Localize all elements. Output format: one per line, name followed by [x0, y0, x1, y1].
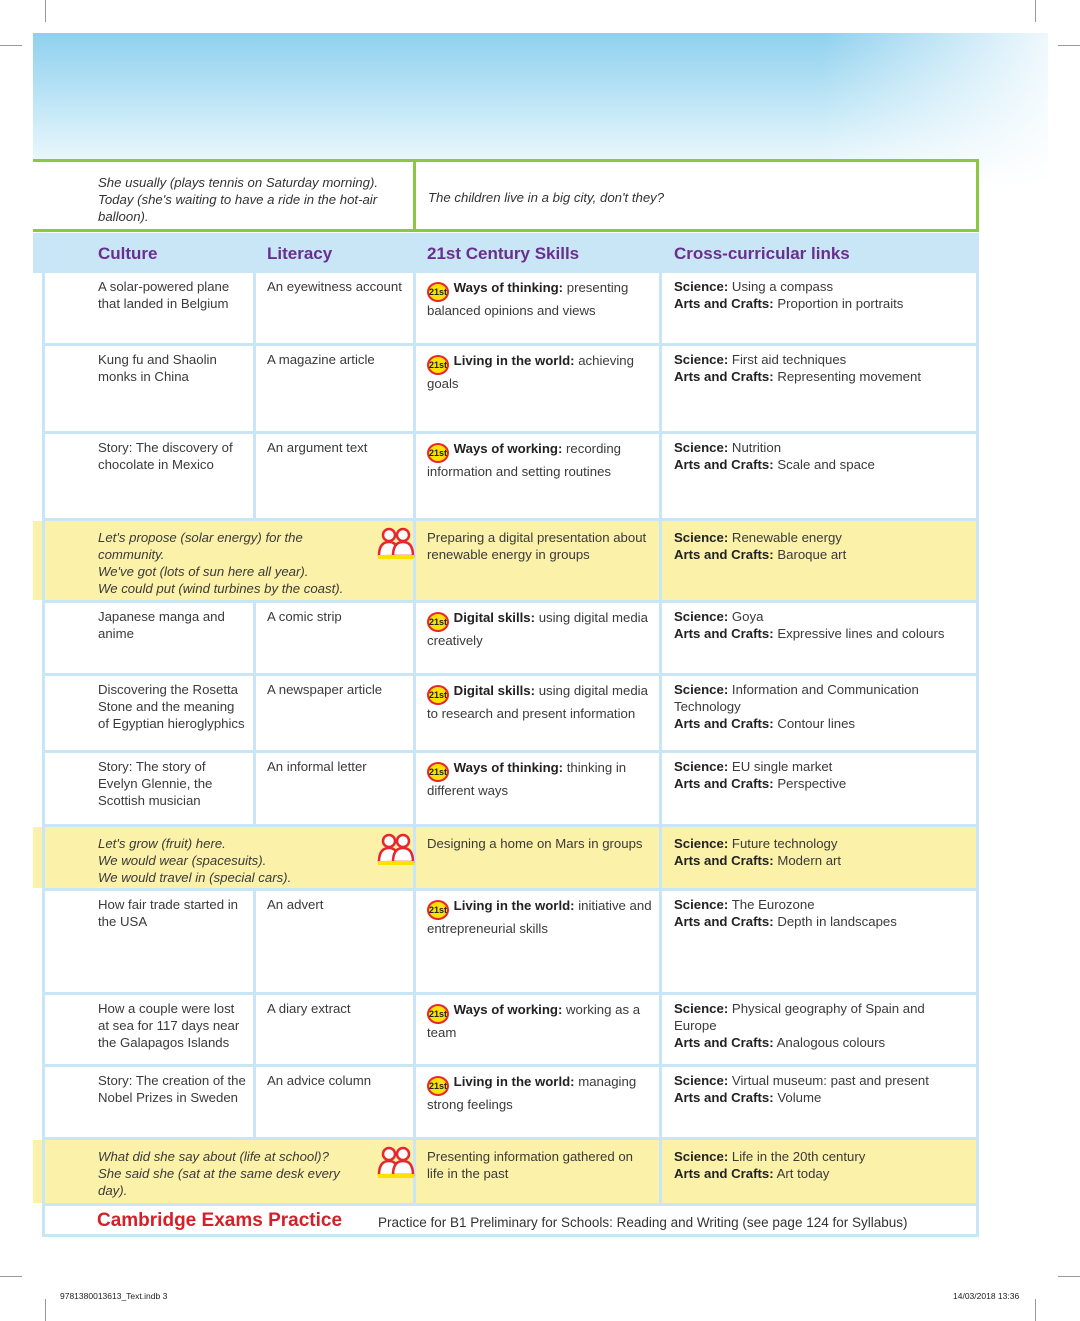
row-left-line [42, 603, 45, 673]
arts-line [674, 368, 970, 385]
arts-line [674, 295, 970, 312]
science-line [674, 758, 970, 775]
col-divider [253, 346, 256, 431]
cross-curricular-cell [674, 681, 970, 732]
language-line: What did she say about (life at school)? [98, 1149, 329, 1164]
row-left-line [42, 434, 45, 518]
twenty-first-century-badge-icon: 21st [427, 443, 449, 463]
language-line: We've got (lots of sun here all year). [98, 564, 309, 579]
skill-cell [427, 279, 657, 319]
arts-text: Representing movement [777, 369, 921, 384]
arts-label: Arts and Crafts: [674, 369, 774, 384]
group-work-icon [377, 1145, 415, 1179]
col-divider [413, 753, 416, 824]
literacy-cell [267, 1072, 412, 1089]
skill-category: Ways of working: [453, 441, 563, 456]
culture-text: Kung fu and Shaolin monks in China [98, 352, 217, 384]
science-text: Virtual museum: past and present [731, 1073, 929, 1088]
crop-mark [1035, 0, 1036, 22]
row-left-line [42, 676, 45, 750]
arts-text: Art today [776, 1166, 830, 1181]
culture-text: Discovering the Rosetta Stone and the meaning of Egyptian hieroglyphics [98, 682, 245, 731]
culture-text: Japanese manga and anime [98, 609, 225, 641]
group-work-icon [377, 526, 415, 560]
arts-line [674, 913, 970, 930]
science-text: Information and Communication Technology [674, 682, 919, 714]
row-right-line [976, 521, 979, 600]
culture-cell [98, 439, 248, 473]
language-line: She said she (sat at the same desk every day). [98, 1166, 340, 1198]
skill-category: Ways of thinking: [453, 760, 564, 775]
science-text: EU single market [731, 759, 833, 774]
crop-mark [0, 45, 22, 46]
science-label: Science: [674, 682, 729, 697]
cross-curricular-cell [674, 1148, 970, 1182]
row-left-line [42, 346, 45, 431]
col-divider [413, 273, 416, 343]
skill-description: managing strong feelings [427, 1074, 637, 1112]
arts-label: Arts and Crafts: [674, 776, 774, 791]
row-right-line [976, 346, 979, 431]
culture-cell [98, 896, 248, 930]
culture-text: A solar-powered plane that landed in Belgium [98, 279, 230, 311]
arts-line [674, 1089, 970, 1106]
twenty-first-century-badge-icon: 21st [427, 1004, 449, 1024]
skill-description: working as a team [427, 1002, 641, 1040]
cross-curricular-cell [674, 351, 970, 385]
footer-title: Cambridge Exams Practice [97, 1210, 343, 1231]
skill-category: Digital skills: [453, 610, 536, 625]
science-text: Physical geography of Spain and Europe [674, 1001, 925, 1033]
group-work-icon [377, 832, 415, 866]
cross-curricular-cell [674, 278, 970, 312]
arts-line [674, 625, 970, 642]
science-line [674, 351, 970, 368]
literacy-text: A comic strip [267, 609, 342, 624]
arts-text: Volume [777, 1090, 822, 1105]
skill-category: Ways of thinking: [453, 280, 564, 295]
culture-cell [98, 608, 248, 642]
science-line [674, 439, 970, 456]
science-text: Life in the 20th century [731, 1149, 866, 1164]
cross-curricular-cell [674, 608, 970, 642]
row-right-line [976, 603, 979, 673]
col-divider [659, 521, 662, 600]
skill-cell [427, 682, 657, 722]
col-divider [659, 676, 662, 750]
cross-curricular-cell [674, 758, 970, 792]
science-line [674, 835, 970, 852]
col-divider [659, 346, 662, 431]
skill-cell [427, 759, 657, 799]
row-left-line [42, 1067, 45, 1137]
footer-bottom-line [42, 1234, 979, 1237]
grammar-right-text: The children live in a big city, don't they? [428, 190, 665, 205]
header-skills: 21st Century Skills [427, 244, 580, 263]
col-divider [413, 1067, 416, 1137]
skill-cell [427, 897, 657, 937]
footer-right-line [976, 1203, 979, 1237]
twenty-first-century-badge-icon: 21st [427, 762, 449, 782]
grammar-box-divider [413, 159, 416, 232]
culture-text: How a couple were lost at sea for 117 days near the Galapagos Islands [98, 1001, 240, 1050]
row-right-line [976, 273, 979, 343]
arts-label: Arts and Crafts: [674, 1090, 774, 1105]
skill-category: Digital skills: [453, 683, 536, 698]
literacy-cell [267, 278, 412, 295]
row-left-line [42, 891, 45, 992]
col-divider [659, 1140, 662, 1203]
project-text: Preparing a digital presentation about renewable energy in groups [427, 530, 647, 562]
header-literacy: Literacy [267, 244, 333, 263]
skill-cell [427, 1073, 657, 1113]
project-text: Designing a home on Mars in groups [427, 836, 643, 851]
literacy-text: An informal letter [267, 759, 367, 774]
culture-text: How fair trade started in the USA [98, 897, 238, 929]
culture-cell [98, 1072, 248, 1106]
arts-text: Perspective [777, 776, 847, 791]
crop-mark [45, 0, 46, 22]
crop-mark [1035, 1299, 1036, 1321]
literacy-text: A magazine article [267, 352, 375, 367]
skill-description: recording information and setting routines [427, 441, 622, 479]
col-divider [659, 891, 662, 992]
language-line: We could put (wind turbines by the coast). [98, 581, 344, 596]
literacy-cell [267, 1000, 412, 1017]
science-line [674, 896, 970, 913]
arts-text: Expressive lines and colours [777, 626, 945, 641]
arts-line [674, 715, 970, 732]
arts-text: Depth in landscapes [777, 914, 897, 929]
arts-line [674, 456, 970, 473]
science-label: Science: [674, 1149, 729, 1164]
twenty-first-century-badge-icon: 21st [427, 355, 449, 375]
skill-cell [427, 440, 657, 480]
row-right-line [976, 753, 979, 824]
skill-description: using digital media creatively [427, 610, 648, 648]
skill-description: using digital media to research and present information [427, 683, 648, 721]
arts-label: Arts and Crafts: [674, 296, 774, 311]
grammar-left-text: She usually (plays tennis on Saturday morning). Today (she's waiting to have a ride in the hot-air balloon). [98, 175, 379, 224]
col-divider [253, 753, 256, 824]
cross-curricular-cell [674, 529, 970, 563]
language-cell [98, 529, 368, 597]
project-text: Presenting information gathered on life in the past [427, 1149, 634, 1181]
science-text: Using a compass [731, 279, 834, 294]
literacy-text: An advice column [267, 1073, 372, 1088]
arts-text: Scale and space [777, 457, 875, 472]
language-cell [98, 1148, 368, 1199]
arts-line [674, 546, 970, 563]
arts-label: Arts and Crafts: [674, 626, 774, 641]
project-cell [427, 835, 652, 852]
literacy-cell [267, 351, 412, 368]
col-divider [413, 434, 416, 518]
twenty-first-century-badge-icon: 21st [427, 282, 449, 302]
slug-file: 9781380013613_Text.indb 3 [60, 1291, 168, 1301]
skill-description: initiative and entrepreneurial skills [427, 898, 652, 936]
science-text: Future technology [731, 836, 838, 851]
crop-mark [1058, 45, 1080, 46]
col-divider [413, 995, 416, 1064]
skill-cell [427, 352, 657, 392]
row-left-line [42, 753, 45, 824]
row-right-line [976, 676, 979, 750]
skill-category: Living in the world: [453, 353, 575, 368]
row-left-line [42, 827, 45, 888]
science-text: First aid techniques [731, 352, 847, 367]
header-cross-curricular: Cross-curricular links [674, 244, 850, 263]
twenty-first-century-badge-icon: 21st [427, 685, 449, 705]
culture-cell [98, 1000, 248, 1051]
literacy-text: An argument text [267, 440, 368, 455]
col-divider [253, 995, 256, 1064]
literacy-text: An advert [267, 897, 324, 912]
culture-text: Story: The discovery of chocolate in Mexico [98, 440, 233, 472]
science-line [674, 608, 970, 625]
twenty-first-century-badge-icon: 21st [427, 1076, 449, 1096]
cross-curricular-cell [674, 835, 970, 869]
row-left-line [42, 1140, 45, 1203]
language-line: Let's grow (fruit) here. [98, 836, 226, 851]
skill-category: Living in the world: [453, 1074, 575, 1089]
language-line: Let's propose (solar energy) for the community. [98, 530, 303, 562]
row-left-line [42, 273, 45, 343]
science-line [674, 1148, 970, 1165]
culture-text: Story: The creation of the Nobel Prizes in Sweden [98, 1073, 246, 1105]
arts-line [674, 1034, 970, 1051]
col-divider [659, 1067, 662, 1137]
culture-cell [98, 351, 248, 385]
col-divider [659, 995, 662, 1064]
skill-category: Living in the world: [453, 898, 575, 913]
crop-mark [1058, 1276, 1080, 1277]
cross-curricular-cell [674, 1072, 970, 1106]
header-culture: Culture [98, 244, 158, 263]
cross-curricular-cell [674, 896, 970, 930]
arts-text: Modern art [777, 853, 842, 868]
science-line [674, 1000, 970, 1034]
arts-line [674, 852, 970, 869]
row-left-line [42, 995, 45, 1064]
culture-text: Story: The story of Evelyn Glennie, the Scottish musician [98, 759, 213, 808]
arts-text: Analogous colours [776, 1035, 886, 1050]
skill-cell [427, 609, 657, 649]
literacy-cell [267, 896, 412, 913]
crop-mark [0, 1276, 22, 1277]
row-right-line [976, 434, 979, 518]
skill-description: thinking in different ways [427, 760, 627, 798]
skill-category: Ways of working: [453, 1002, 563, 1017]
arts-label: Arts and Crafts: [674, 1035, 774, 1050]
science-text: Renewable energy [731, 530, 842, 545]
col-divider [659, 603, 662, 673]
twenty-first-century-badge-icon: 21st [427, 900, 449, 920]
arts-label: Arts and Crafts: [674, 914, 774, 929]
science-text: Goya [731, 609, 764, 624]
col-divider [253, 434, 256, 518]
science-label: Science: [674, 609, 729, 624]
science-line [674, 278, 970, 295]
arts-label: Arts and Crafts: [674, 1166, 774, 1181]
col-divider [413, 891, 416, 992]
skill-cell [427, 1001, 657, 1041]
science-label: Science: [674, 836, 729, 851]
row-right-line [976, 1067, 979, 1137]
arts-label: Arts and Crafts: [674, 853, 774, 868]
language-line: We would wear (spacesuits). [98, 853, 267, 868]
culture-cell [98, 278, 248, 312]
cross-curricular-cell [674, 439, 970, 473]
col-divider [413, 346, 416, 431]
col-divider [253, 1067, 256, 1137]
col-divider [659, 434, 662, 518]
literacy-text: A diary extract [267, 1001, 351, 1016]
science-label: Science: [674, 897, 729, 912]
literacy-text: A newspaper article [267, 682, 383, 697]
science-label: Science: [674, 1073, 729, 1088]
science-text: The Eurozone [731, 897, 815, 912]
science-label: Science: [674, 352, 729, 367]
footer-text: Practice for B1 Preliminary for Schools: Reading and Writing (see page 124 for Syllabus) [378, 1215, 908, 1230]
arts-text: Proportion in portraits [777, 296, 904, 311]
crop-mark [45, 1299, 46, 1321]
slug-date: 14/03/2018 13:36 [953, 1291, 1020, 1301]
footer-left-line [42, 1203, 45, 1237]
arts-text: Baroque art [777, 547, 847, 562]
col-divider [253, 273, 256, 343]
col-divider [659, 753, 662, 824]
science-label: Science: [674, 279, 729, 294]
culture-cell [98, 681, 248, 732]
col-divider [659, 273, 662, 343]
literacy-text: An eyewitness account [267, 279, 402, 294]
col-divider [253, 603, 256, 673]
science-line [674, 1072, 970, 1089]
literacy-cell [267, 439, 412, 456]
arts-line [674, 1165, 970, 1182]
language-cell [98, 835, 368, 886]
skill-description: presenting balanced opinions and views [427, 280, 629, 318]
science-label: Science: [674, 759, 729, 774]
science-label: Science: [674, 1001, 729, 1016]
culture-cell [98, 758, 248, 809]
row-left-line [42, 521, 45, 600]
row-right-line [976, 995, 979, 1064]
row-right-line [976, 891, 979, 992]
language-line: We would travel in (special cars). [98, 870, 292, 885]
project-cell [427, 1148, 652, 1182]
arts-line [674, 775, 970, 792]
arts-label: Arts and Crafts: [674, 547, 774, 562]
twenty-first-century-badge-icon: 21st [427, 612, 449, 632]
science-label: Science: [674, 440, 729, 455]
row-right-line [976, 1140, 979, 1203]
science-label: Science: [674, 530, 729, 545]
col-divider [659, 827, 662, 888]
project-cell [427, 529, 652, 563]
literacy-cell [267, 608, 412, 625]
col-divider [413, 603, 416, 673]
arts-text: Contour lines [777, 716, 856, 731]
cross-curricular-cell [674, 1000, 970, 1051]
arts-label: Arts and Crafts: [674, 457, 774, 472]
science-line [674, 529, 970, 546]
col-divider [253, 676, 256, 750]
science-line [674, 681, 970, 715]
skill-description: achieving goals [427, 353, 634, 391]
col-divider [253, 891, 256, 992]
col-divider [413, 676, 416, 750]
arts-label: Arts and Crafts: [674, 716, 774, 731]
row-right-line [976, 827, 979, 888]
footer-top-line [42, 1203, 979, 1206]
literacy-cell [267, 758, 412, 775]
science-text: Nutrition [731, 440, 782, 455]
literacy-cell [267, 681, 412, 698]
